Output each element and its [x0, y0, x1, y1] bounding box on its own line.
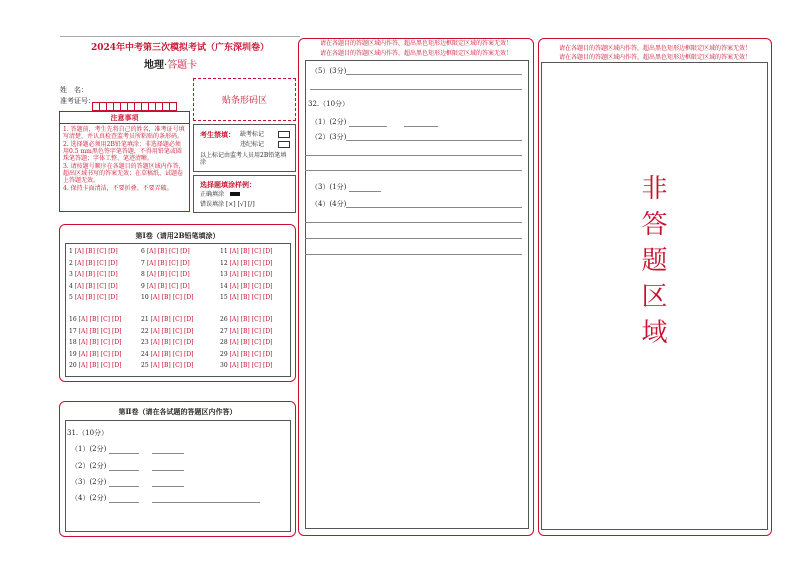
mcq-number: 21	[141, 316, 149, 323]
mcq-option-bubble[interactable]: [A]	[150, 294, 160, 301]
mcq-option-bubble[interactable]: [B]	[85, 282, 95, 290]
mcq-option-bubble[interactable]: [D]	[263, 350, 273, 358]
mcq-number: 30	[220, 362, 228, 369]
q31-part-3[interactable]: （3）(2分)	[71, 477, 184, 487]
mcq-number: 13	[220, 271, 228, 278]
mcq-option-bubble[interactable]: [A]	[78, 339, 88, 346]
mcq-option-bubble[interactable]: [B]	[240, 327, 250, 335]
mcq-option-bubble[interactable]: [C]	[96, 294, 107, 301]
mcq-option-bubble[interactable]: [D]	[184, 316, 194, 323]
mcq-option-bubble[interactable]: [B]	[161, 362, 171, 369]
mcq-row[interactable]	[220, 362, 273, 369]
mcq-option-bubble[interactable]: [B]	[85, 271, 95, 278]
mcq-option-bubble[interactable]: [C]	[251, 271, 262, 278]
mcq-row[interactable]	[69, 248, 118, 255]
mcq-row[interactable]	[69, 339, 122, 346]
mcq-option-bubble[interactable]: [A]	[146, 282, 156, 290]
mcq-option-bubble[interactable]: [A]	[150, 339, 160, 346]
mcq-option-bubble[interactable]: [C]	[96, 259, 107, 267]
mcq-option-bubble[interactable]: [A]	[74, 294, 84, 301]
name-label: 姓 名：	[60, 86, 88, 94]
mcq-option-bubble[interactable]: [A]	[229, 362, 239, 369]
note-item-2: 2. 选择题必须用2B铅笔填涂；非选择题必须用0.5 mm黑色签字笔答题，不得用铅笔或圆珠笔答题；字体工整、笔迹清晰。	[63, 141, 182, 162]
mcq-number: 11	[220, 248, 228, 255]
mcq-option-bubble[interactable]: [A]	[78, 327, 88, 335]
mcq-option-bubble[interactable]: [C]	[251, 282, 262, 290]
mcq-row[interactable]	[220, 316, 273, 323]
mcq-option-bubble[interactable]: [A]	[146, 271, 156, 278]
mcq-option-bubble[interactable]: [C]	[168, 248, 179, 255]
mcq-option-bubble[interactable]: [D]	[112, 327, 122, 335]
mcq-option-bubble[interactable]: [C]	[168, 259, 179, 267]
mcq-option-bubble[interactable]: [B]	[240, 248, 250, 255]
mcq-number: 17	[69, 327, 77, 335]
mcq-number: 23	[141, 339, 149, 346]
mcq-option-bubble[interactable]: [C]	[168, 282, 179, 290]
mcq-row[interactable]	[141, 351, 194, 358]
mcq-option-bubble[interactable]: [C]	[251, 350, 262, 358]
mcq-option-bubble[interactable]: [A]	[150, 327, 160, 335]
non-answer-char-3: 题	[641, 246, 668, 276]
mcq-number: 29	[220, 350, 228, 358]
mcq-option-bubble[interactable]: [D]	[263, 271, 273, 278]
right-warning-1: 请在各题目的答题区域内作答，超出黑色矩形边框限定区域的答案无效！	[558, 45, 751, 52]
note-item-1: 1. 答题前，考生先将自己的姓名，准考证号填写清楚，并认真检查监考员所粘贴的条形码。	[63, 126, 185, 140]
mcq-option-bubble[interactable]: [A]	[150, 350, 160, 358]
mcq-option-bubble[interactable]: [C]	[172, 294, 183, 301]
mcq-row[interactable]	[141, 339, 194, 346]
mcq-number: 10	[141, 294, 149, 301]
mcq-option-bubble[interactable]: [C]	[172, 362, 183, 369]
section2-title: 第Ⅱ卷（请在各试题的答题区内作答）	[118, 407, 237, 416]
mcq-option-bubble[interactable]: [B]	[157, 282, 167, 290]
mcq-row[interactable]	[141, 271, 190, 278]
mcq-number: 1	[69, 248, 73, 255]
mcq-option-bubble[interactable]: [D]	[180, 271, 190, 278]
mcq-row[interactable]	[141, 362, 194, 369]
card-label: 答题卡	[167, 60, 198, 71]
subject-label: 地理	[144, 60, 164, 71]
mcq-option-bubble[interactable]: [B]	[240, 271, 250, 278]
cheat-label: 违纪标记	[240, 141, 265, 148]
mcq-option-bubble[interactable]: [B]	[161, 339, 171, 346]
non-answer-char-2: 答	[641, 210, 668, 240]
mcq-option-bubble[interactable]: [D]	[108, 294, 118, 301]
mcq-option-bubble[interactable]: [B]	[89, 316, 99, 323]
mcq-option-bubble[interactable]: [D]	[263, 248, 273, 255]
mcq-row[interactable]	[69, 294, 118, 301]
mcq-option-bubble[interactable]: [C]	[100, 362, 111, 369]
exam-status-label: 考生禁填：	[200, 130, 235, 139]
mcq-number: 26	[220, 316, 228, 323]
mcq-option-bubble[interactable]: [D]	[263, 294, 273, 301]
fill-example-box	[193, 175, 296, 213]
q32-2-line-1[interactable]	[346, 140, 522, 141]
mcq-option-bubble[interactable]: [D]	[263, 259, 273, 267]
mcq-option-bubble[interactable]: [D]	[184, 294, 194, 301]
exam-status-box	[193, 124, 296, 172]
mcq-option-bubble[interactable]: [B]	[240, 339, 250, 346]
mcq-row[interactable]	[220, 328, 273, 335]
mcq-option-bubble[interactable]: [B]	[240, 294, 250, 301]
mcq-row[interactable]	[141, 248, 190, 255]
mcq-number: 28	[220, 339, 228, 346]
mcq-option-bubble[interactable]: [C]	[96, 282, 107, 290]
mcq-option-bubble[interactable]: [C]	[251, 362, 262, 369]
absent-box[interactable]	[278, 131, 290, 138]
q32-4-line-3[interactable]	[305, 238, 522, 239]
mcq-option-bubble[interactable]: [D]	[184, 362, 194, 369]
mcq-row[interactable]	[220, 260, 273, 267]
correct-fill-mark	[230, 192, 240, 196]
mcq-option-bubble[interactable]: [A]	[229, 294, 239, 301]
mcq-option-bubble[interactable]: [D]	[112, 316, 122, 323]
mcq-option-bubble[interactable]: [D]	[108, 248, 118, 255]
wrong-fill-label: 错误填涂	[200, 201, 225, 208]
mcq-row[interactable]	[220, 294, 273, 301]
wrong-fill-marks: [×] [√] [/]	[225, 201, 255, 208]
mcq-option-bubble[interactable]: [D]	[112, 362, 122, 369]
mcq-option-bubble[interactable]: [D]	[112, 350, 122, 358]
mcq-number: 19	[69, 350, 77, 358]
mcq-option-bubble[interactable]: [A]	[74, 282, 84, 290]
mcq-option-bubble[interactable]: [B]	[157, 248, 167, 255]
mcq-option-bubble[interactable]: [D]	[263, 339, 273, 346]
mcq-option-bubble[interactable]: [A]	[150, 316, 160, 323]
note-item-4: 4. 保持卡面清洁，不要折叠、不要弄破。	[63, 185, 173, 192]
mcq-option-bubble[interactable]: [C]	[100, 339, 111, 346]
mcq-option-bubble[interactable]: [C]	[251, 339, 262, 346]
mcq-option-bubble[interactable]: [C]	[172, 316, 183, 323]
mcq-option-bubble[interactable]: [A]	[146, 248, 156, 255]
mcq-option-bubble[interactable]: [D]	[180, 282, 190, 290]
subject-line	[144, 56, 197, 71]
mcq-option-bubble[interactable]: [B]	[89, 350, 99, 358]
mcq-option-bubble[interactable]: [A]	[229, 316, 239, 323]
mcq-row[interactable]	[69, 271, 118, 278]
mcq-row[interactable]	[69, 316, 122, 323]
middle-warning-2: 请在各题目的答题区域内作答，超出黑色矩形边框限定区域的答案无效！	[319, 50, 512, 57]
mcq-option-bubble[interactable]: [C]	[96, 248, 107, 255]
mcq-option-bubble[interactable]: [A]	[74, 259, 84, 267]
mcq-option-bubble[interactable]: [D]	[263, 362, 273, 369]
mcq-row[interactable]	[141, 294, 194, 301]
mcq-option-bubble[interactable]: [D]	[180, 248, 190, 255]
mcq-row[interactable]	[220, 271, 273, 278]
middle-answer-box	[305, 60, 529, 529]
mcq-row[interactable]	[69, 283, 118, 290]
top-rule	[60, 36, 300, 37]
barcode-label: 贴条形码区	[221, 96, 267, 106]
mcq-number: 14	[220, 282, 228, 290]
q32-part-3[interactable]: （3）(1分)	[311, 182, 381, 192]
mcq-option-bubble[interactable]: [C]	[100, 327, 111, 335]
mcq-option-bubble[interactable]: [D]	[263, 282, 273, 290]
mcq-row[interactable]	[141, 316, 194, 323]
mcq-option-bubble[interactable]: [B]	[89, 327, 99, 335]
q31-head: 31.（10分）	[67, 429, 109, 437]
section1-title: 第Ⅰ卷（请用2B铅笔填涂）	[135, 231, 220, 240]
mcq-option-bubble[interactable]: [D]	[112, 339, 122, 346]
mcq-option-bubble[interactable]: [D]	[184, 327, 194, 335]
mcq-option-bubble[interactable]: [B]	[240, 350, 250, 358]
mcq-option-bubble[interactable]: [A]	[146, 259, 156, 267]
cheat-box[interactable]	[278, 141, 290, 148]
non-answer-char-4: 区	[641, 282, 668, 312]
mcq-option-bubble[interactable]: [D]	[184, 339, 194, 346]
mcq-option-bubble[interactable]: [A]	[229, 327, 239, 335]
mcq-option-bubble[interactable]: [B]	[85, 259, 95, 267]
mcq-option-bubble[interactable]: [B]	[240, 282, 250, 290]
mcq-number: 5	[69, 294, 73, 301]
mcq-option-bubble[interactable]: [B]	[240, 316, 250, 323]
mcq-option-bubble[interactable]: [A]	[229, 259, 239, 267]
mcq-option-bubble[interactable]: [B]	[89, 339, 99, 346]
wrong-fill-row	[200, 201, 255, 208]
mcq-option-bubble[interactable]: [B]	[157, 271, 167, 278]
q31-part-2[interactable]: （2）(2分)	[71, 461, 184, 471]
mcq-number: 8	[141, 271, 145, 278]
right-warning-2: 请在各题目的答题区域内作答，超出黑色矩形边框限定区域的答案无效！	[558, 54, 751, 61]
q32-4-line-4[interactable]	[305, 254, 522, 255]
mcq-option-bubble[interactable]: [D]	[108, 282, 118, 290]
mcq-number: 18	[69, 339, 77, 346]
mcq-option-bubble[interactable]: [C]	[172, 327, 183, 335]
mcq-row[interactable]	[141, 328, 194, 335]
mcq-option-bubble[interactable]: [B]	[161, 327, 171, 335]
fill-example-title: 选择题填涂样例：	[200, 180, 256, 189]
mcq-row[interactable]	[69, 362, 122, 369]
mcq-option-bubble[interactable]: [D]	[180, 259, 190, 267]
note-item-3: 3. 请按题号顺序在各题目的答题区域内作答，超出区域书写的答案无效；在草稿纸、试题卷上答题无效。	[63, 163, 185, 184]
notes-title: 注意事项	[60, 112, 189, 124]
mcq-option-bubble[interactable]: [A]	[78, 362, 88, 369]
q30-5: （5）(3分)	[311, 67, 347, 75]
mcq-option-bubble[interactable]: [C]	[251, 316, 262, 323]
mcq-option-bubble[interactable]: [C]	[172, 339, 183, 346]
mcq-option-bubble[interactable]: [B]	[161, 316, 171, 323]
q32-part-1[interactable]: （1）(2分)	[311, 117, 438, 127]
mcq-option-bubble[interactable]: [D]	[263, 316, 273, 323]
mcq-option-bubble[interactable]: [D]	[108, 271, 118, 278]
mcq-number: 3	[69, 271, 73, 278]
mcq-number: 4	[69, 282, 73, 290]
notes-box	[59, 111, 190, 212]
mcq-option-bubble[interactable]: [B]	[85, 294, 95, 301]
mcq-option-bubble[interactable]: [B]	[240, 259, 250, 267]
mcq-option-bubble[interactable]: [A]	[229, 339, 239, 346]
mcq-number: 15	[220, 294, 228, 301]
mcq-number: 2	[69, 259, 73, 267]
mcq-number: 27	[220, 327, 228, 335]
mcq-option-bubble[interactable]: [A]	[78, 316, 88, 323]
mcq-option-bubble[interactable]: [A]	[78, 350, 88, 358]
mcq-option-bubble[interactable]: [C]	[96, 271, 107, 278]
q32-2-line-3[interactable]	[305, 170, 522, 171]
absent-label: 缺考标记	[240, 131, 265, 138]
q31-part-1[interactable]: （1）(2分)	[71, 444, 184, 454]
mcq-option-bubble[interactable]: [B]	[89, 362, 99, 369]
middle-warning-1: 请在各题目的答题区域内作答，超出黑色矩形边框限定区域的答案无效！	[319, 40, 512, 47]
mcq-row[interactable]	[69, 260, 118, 267]
non-answer-char-5: 域	[641, 318, 668, 348]
mcq-option-bubble[interactable]: [C]	[251, 248, 262, 255]
q32-part-2: （2）(3分)	[311, 133, 347, 141]
mcq-option-bubble[interactable]: [C]	[100, 350, 111, 358]
mcq-number: 25	[141, 362, 149, 369]
mcq-row[interactable]	[220, 351, 273, 358]
mcq-option-bubble[interactable]: [D]	[263, 327, 273, 335]
mcq-option-bubble[interactable]: [B]	[240, 362, 250, 369]
mcq-option-bubble[interactable]: [B]	[161, 350, 171, 358]
mcq-option-bubble[interactable]: [C]	[168, 271, 179, 278]
mcq-option-bubble[interactable]: [C]	[251, 294, 262, 301]
mcq-row[interactable]	[69, 328, 122, 335]
mcq-option-bubble[interactable]: [A]	[74, 271, 84, 278]
correct-fill-label: 正确填涂	[200, 191, 225, 198]
mcq-option-bubble[interactable]: [C]	[172, 350, 183, 358]
mcq-option-bubble[interactable]: [C]	[251, 327, 262, 335]
mcq-row[interactable]	[220, 339, 273, 346]
mcq-option-bubble[interactable]: [D]	[184, 350, 194, 358]
mcq-option-bubble[interactable]: [C]	[100, 316, 111, 323]
barcode-area	[193, 78, 296, 121]
q32-4-line-1[interactable]	[346, 207, 522, 208]
mcq-option-bubble[interactable]: [B]	[157, 259, 167, 267]
mcq-option-bubble[interactable]: [D]	[108, 259, 118, 267]
mcq-option-bubble[interactable]: [A]	[229, 248, 239, 255]
q32-part-4: （4）(4分)	[311, 200, 347, 208]
mcq-option-bubble[interactable]: [C]	[251, 259, 262, 267]
mcq-number: 7	[141, 259, 145, 267]
exam-title: 2024年中考第三次模拟考试（广东深圳卷）	[90, 43, 270, 53]
mcq-option-bubble[interactable]: [A]	[229, 271, 239, 278]
mcq-option-bubble[interactable]: [A]	[229, 350, 239, 358]
mcq-number: 20	[69, 362, 77, 369]
id-label: 准考证号：	[60, 97, 95, 105]
mcq-option-bubble[interactable]: [B]	[85, 248, 95, 255]
mcq-row[interactable]	[69, 351, 122, 358]
non-answer-area	[541, 62, 768, 530]
mcq-number: 16	[69, 316, 77, 323]
mcq-number: 24	[141, 350, 149, 358]
mcq-option-bubble[interactable]: [B]	[161, 294, 171, 301]
status-note: 以上标记由监考人员用2B铅笔填涂	[200, 152, 287, 166]
mcq-number: 6	[141, 248, 145, 255]
mcq-number: 12	[220, 259, 228, 267]
mcq-row[interactable]	[220, 248, 273, 255]
q32-2-line-2[interactable]	[305, 155, 522, 156]
mcq-row[interactable]	[220, 283, 273, 290]
mcq-row[interactable]	[141, 283, 190, 290]
non-answer-char-1: 非	[641, 174, 668, 204]
mcq-number: 9	[141, 282, 145, 290]
q30-5-line-1[interactable]	[346, 74, 522, 75]
q32-4-line-2[interactable]	[305, 222, 522, 223]
mcq-row[interactable]	[141, 260, 190, 267]
q31-part-4[interactable]: （4）(2分)	[71, 493, 260, 503]
q32-head: 32.（10分）	[308, 100, 350, 108]
separator-dot: ·	[164, 60, 168, 71]
q30-5-line-2[interactable]	[310, 89, 522, 90]
mcq-option-bubble[interactable]: [A]	[74, 248, 84, 255]
mcq-option-bubble[interactable]: [A]	[229, 282, 239, 290]
mcq-option-bubble[interactable]: [A]	[150, 362, 160, 369]
mcq-number: 22	[141, 327, 149, 335]
